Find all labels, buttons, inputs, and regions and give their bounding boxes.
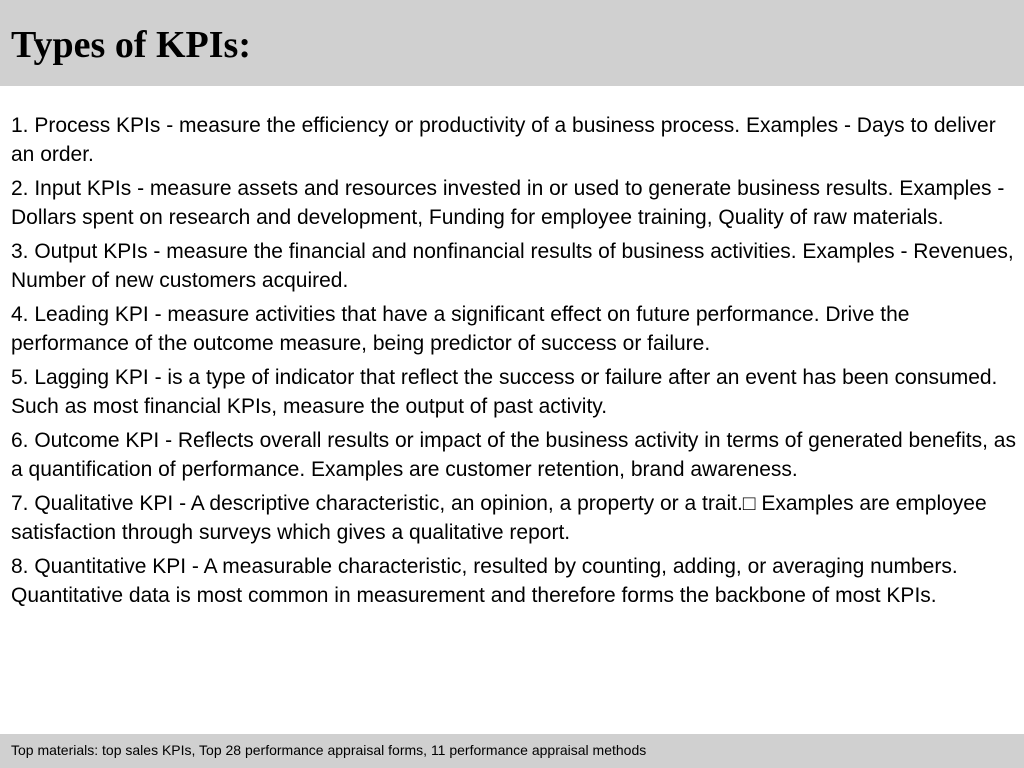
kpi-item-leading: 4. Leading KPI - measure activities that have a significant effect on future performance. Drive the performance of the outcome measure, being predictor of success or failure. [11,303,910,355]
kpi-item-input: 2. Input KPIs - measure assets and resources invested in or used to generate business results. Examples - Dollars spent on research and development, Funding for employee training, Quality of raw materials. [11,177,1005,229]
kpi-item-process: 1. Process KPIs - measure the efficiency or productivity of a business process. Examples - Days to deliver an order. [11,114,996,166]
title-bar [0,0,1024,86]
kpi-item-lagging: 5. Lagging KPI - is a type of indicator that reflect the success or failure after an event has been consumed. Such as most financial KPIs, measure the output of past activity. [11,366,998,418]
kpi-item-outcome: 6. Outcome KPI - Reflects overall results or impact of the business activity in terms of generated benefits, as a quantification of performance. Examples are customer retention, brand awareness. [11,429,1016,481]
kpi-item-quantitative: 8. Quantitative KPI - A measurable characteristic, resulted by counting, adding, or averaging numbers. Quantitative data is most common in measurement and therefore forms the backbone of most KPIs. [11,555,958,607]
footer-text: Top materials: top sales KPIs, Top 28 performance appraisal forms, 11 performance appraisal methods [11,742,647,758]
footer-bar [0,734,1024,768]
kpi-item-output: 3. Output KPIs - measure the financial and nonfinancial results of business activities. Examples - Revenues, Number of new customers acquired. [11,240,1014,292]
slide-title: Types of KPIs: [11,24,251,66]
kpi-list [11,111,1017,615]
kpi-item-qualitative: 7. Qualitative KPI - A descriptive characteristic, an opinion, a property or a trait.□ Examples are employee satisfaction through surveys which gives a qualitative report. [11,492,987,544]
